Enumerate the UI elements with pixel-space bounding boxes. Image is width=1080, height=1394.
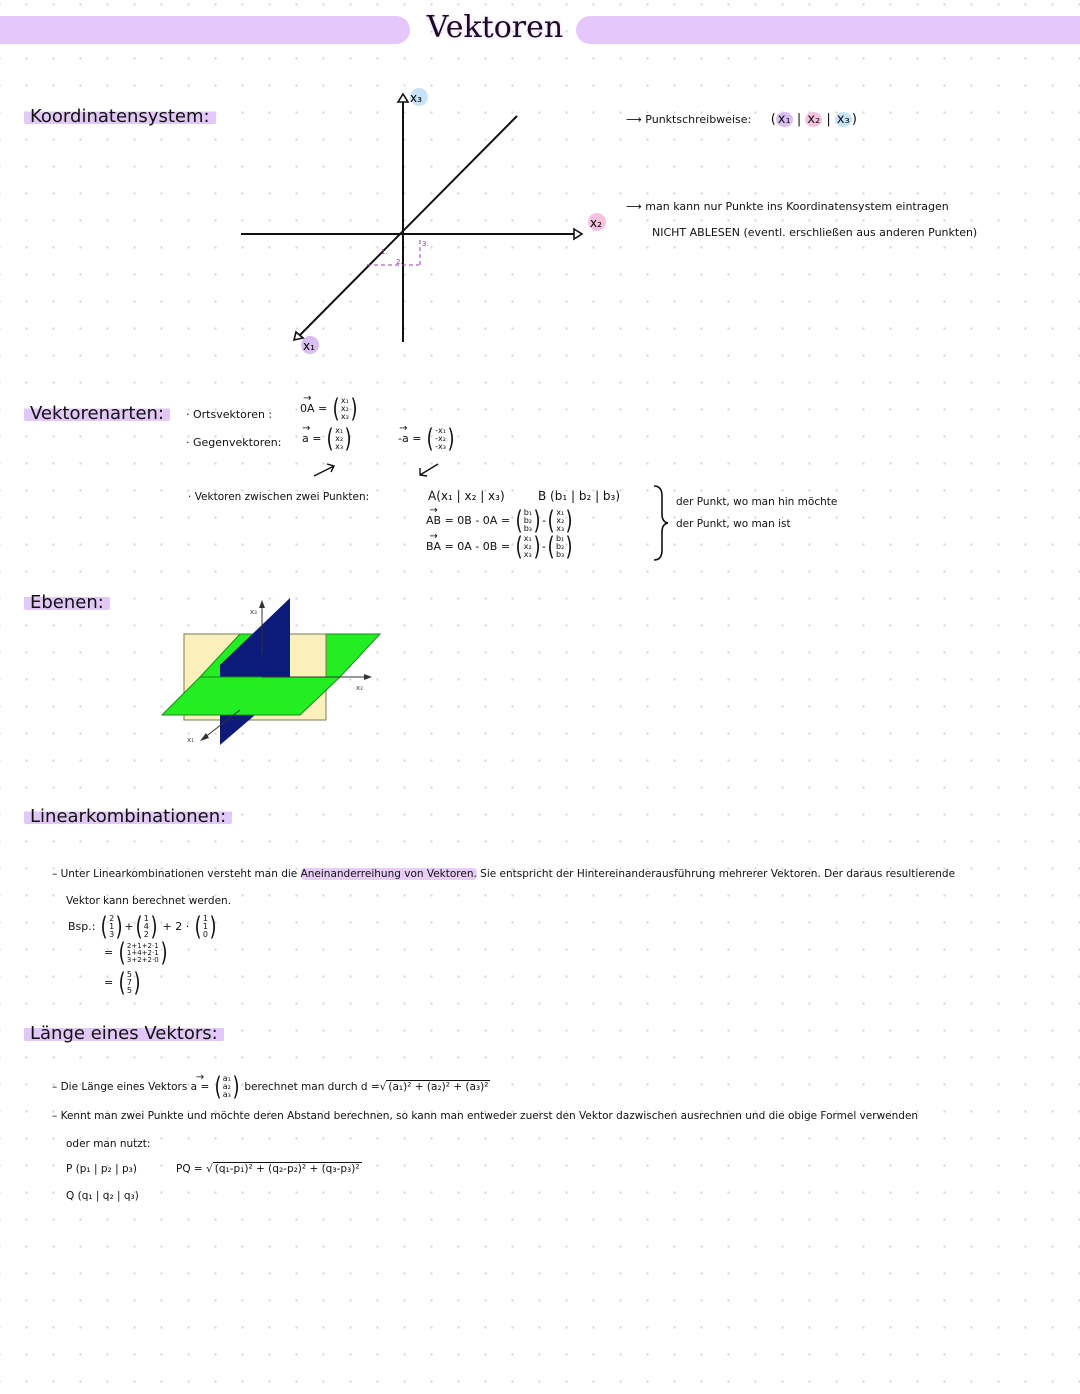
gegenvektor-formula: → a = ( x₁ x₂ x₃ ) [302, 426, 353, 452]
brace-note-origin: der Punkt, wo man ist [676, 518, 791, 530]
title-bar-right [576, 16, 1080, 44]
svg-text:x₁: x₁ [187, 736, 194, 744]
svg-text:1.: 1. [381, 248, 388, 256]
curly-brace [650, 484, 670, 562]
distance-formula: PQ = √ (q₁-p₁)² + (q₂-p₂)² + (q₃-p₃)² [176, 1163, 360, 1175]
coordinate-system-diagram [230, 80, 630, 360]
page-title: Vektoren [426, 10, 564, 45]
ortsvektor-formula: → 0A = ( x₁ x₂ x₃ ) [300, 396, 359, 422]
svg-text:x₂: x₂ [590, 216, 602, 230]
gegenvektoren-label: · Gegenvektoren: [186, 436, 282, 449]
laenge-line1: – Die Länge eines Vektors → a = ( a₁ a₂ a₃ ) berechnet man durch d =√ (a₁)² + (a₂)² + (a₃)² [52, 1074, 490, 1100]
note-punktschreibweise: ⟶ Punktschreibweise: ( x₁ | x₂ | x₃ ) [626, 112, 857, 127]
brace-note-target: der Punkt, wo man hin möchte [676, 496, 838, 508]
vector-ba-formula: → BA = 0A - 0B = ( x₁ x₂ x₃ ) - ( b₁ b₂ b₃ ) [426, 534, 574, 560]
laenge-line3: oder man nutzt: [66, 1138, 151, 1150]
title-bar-left [0, 16, 410, 44]
planes-diagram [150, 590, 400, 760]
svg-text:2.: 2. [396, 258, 403, 266]
arrow-right-icon: ⟶ [626, 200, 642, 213]
heading-ebenen: Ebenen: [24, 592, 110, 613]
svg-text:x₃: x₃ [250, 608, 257, 616]
linearkombination-example: Bsp.: ( 2 1 3 ) + ( 1 4 2 ) + 2 · ( 1 1 0 ) [68, 912, 217, 942]
point-notation: ( x₁ | x₂ | x₃ ) [770, 112, 857, 127]
point-b: B (b₁ | b₂ | b₃) [538, 489, 621, 503]
point-p: P (p₁ | p₂ | p₃) [66, 1163, 137, 1175]
svg-text:3.: 3. [422, 240, 429, 248]
heading-vektorenarten: Vektorenarten: [24, 403, 170, 424]
linearkombination-result: = ( 5 7 5 ) [104, 968, 141, 998]
svg-text:x₃: x₃ [410, 91, 422, 105]
svg-text:x₂: x₂ [356, 684, 363, 692]
zwischen-label: · Vektoren zwischen zwei Punkten: [188, 491, 370, 503]
vector-ab-formula: → AB = 0B - 0A = ( b₁ b₂ b₃ ) - ( x₁ x₂ x₃ ) [426, 508, 574, 534]
ortsvektoren-label: · Ortsvektoren : [186, 408, 273, 421]
heading-laenge: Länge eines Vektors: [24, 1023, 224, 1044]
heading-koordinatensystem: Koordinatensystem: [24, 106, 216, 127]
arrow-right-icon: ⟶ [626, 113, 642, 126]
heading-linearkombinationen: Linearkombinationen: [24, 806, 232, 827]
svg-text:x₁: x₁ [303, 339, 315, 353]
laenge-line2: – Kennt man zwei Punkte und möchte deren Abstand berechnen, so kann man entweder zuerst den Vektor dazwischen ausrechnen und die obige Formel verwenden [52, 1110, 919, 1122]
point-q: Q (q₁ | q₂ | q₃) [66, 1190, 139, 1202]
negative-gegenvektor-formula: → -a = ( -x₁ -x₂ -x₃ ) [398, 426, 456, 452]
linearkombination-definition-line2: Vektor kann berechnet werden. [66, 895, 232, 907]
direction-arrows [310, 458, 450, 480]
linearkombination-step: = ( 2+1+2·1 1+4+2·1 3+2+2·0 ) [104, 938, 168, 968]
point-a: A(x₁ | x₂ | x₃) [428, 489, 505, 503]
linearkombination-definition: – Unter Linearkombinationen versteht man die Aneinanderreihung von Vektoren. Sie entspricht der Hintereinanderausführung mehrerer Vektoren. Der daraus resultierende [52, 868, 956, 880]
note-eintragen: ⟶ man kann nur Punkte ins Koordinatensystem eintragen NICHT ABLESEN (eventl. erschließen aus anderen Punkten) [626, 200, 978, 239]
